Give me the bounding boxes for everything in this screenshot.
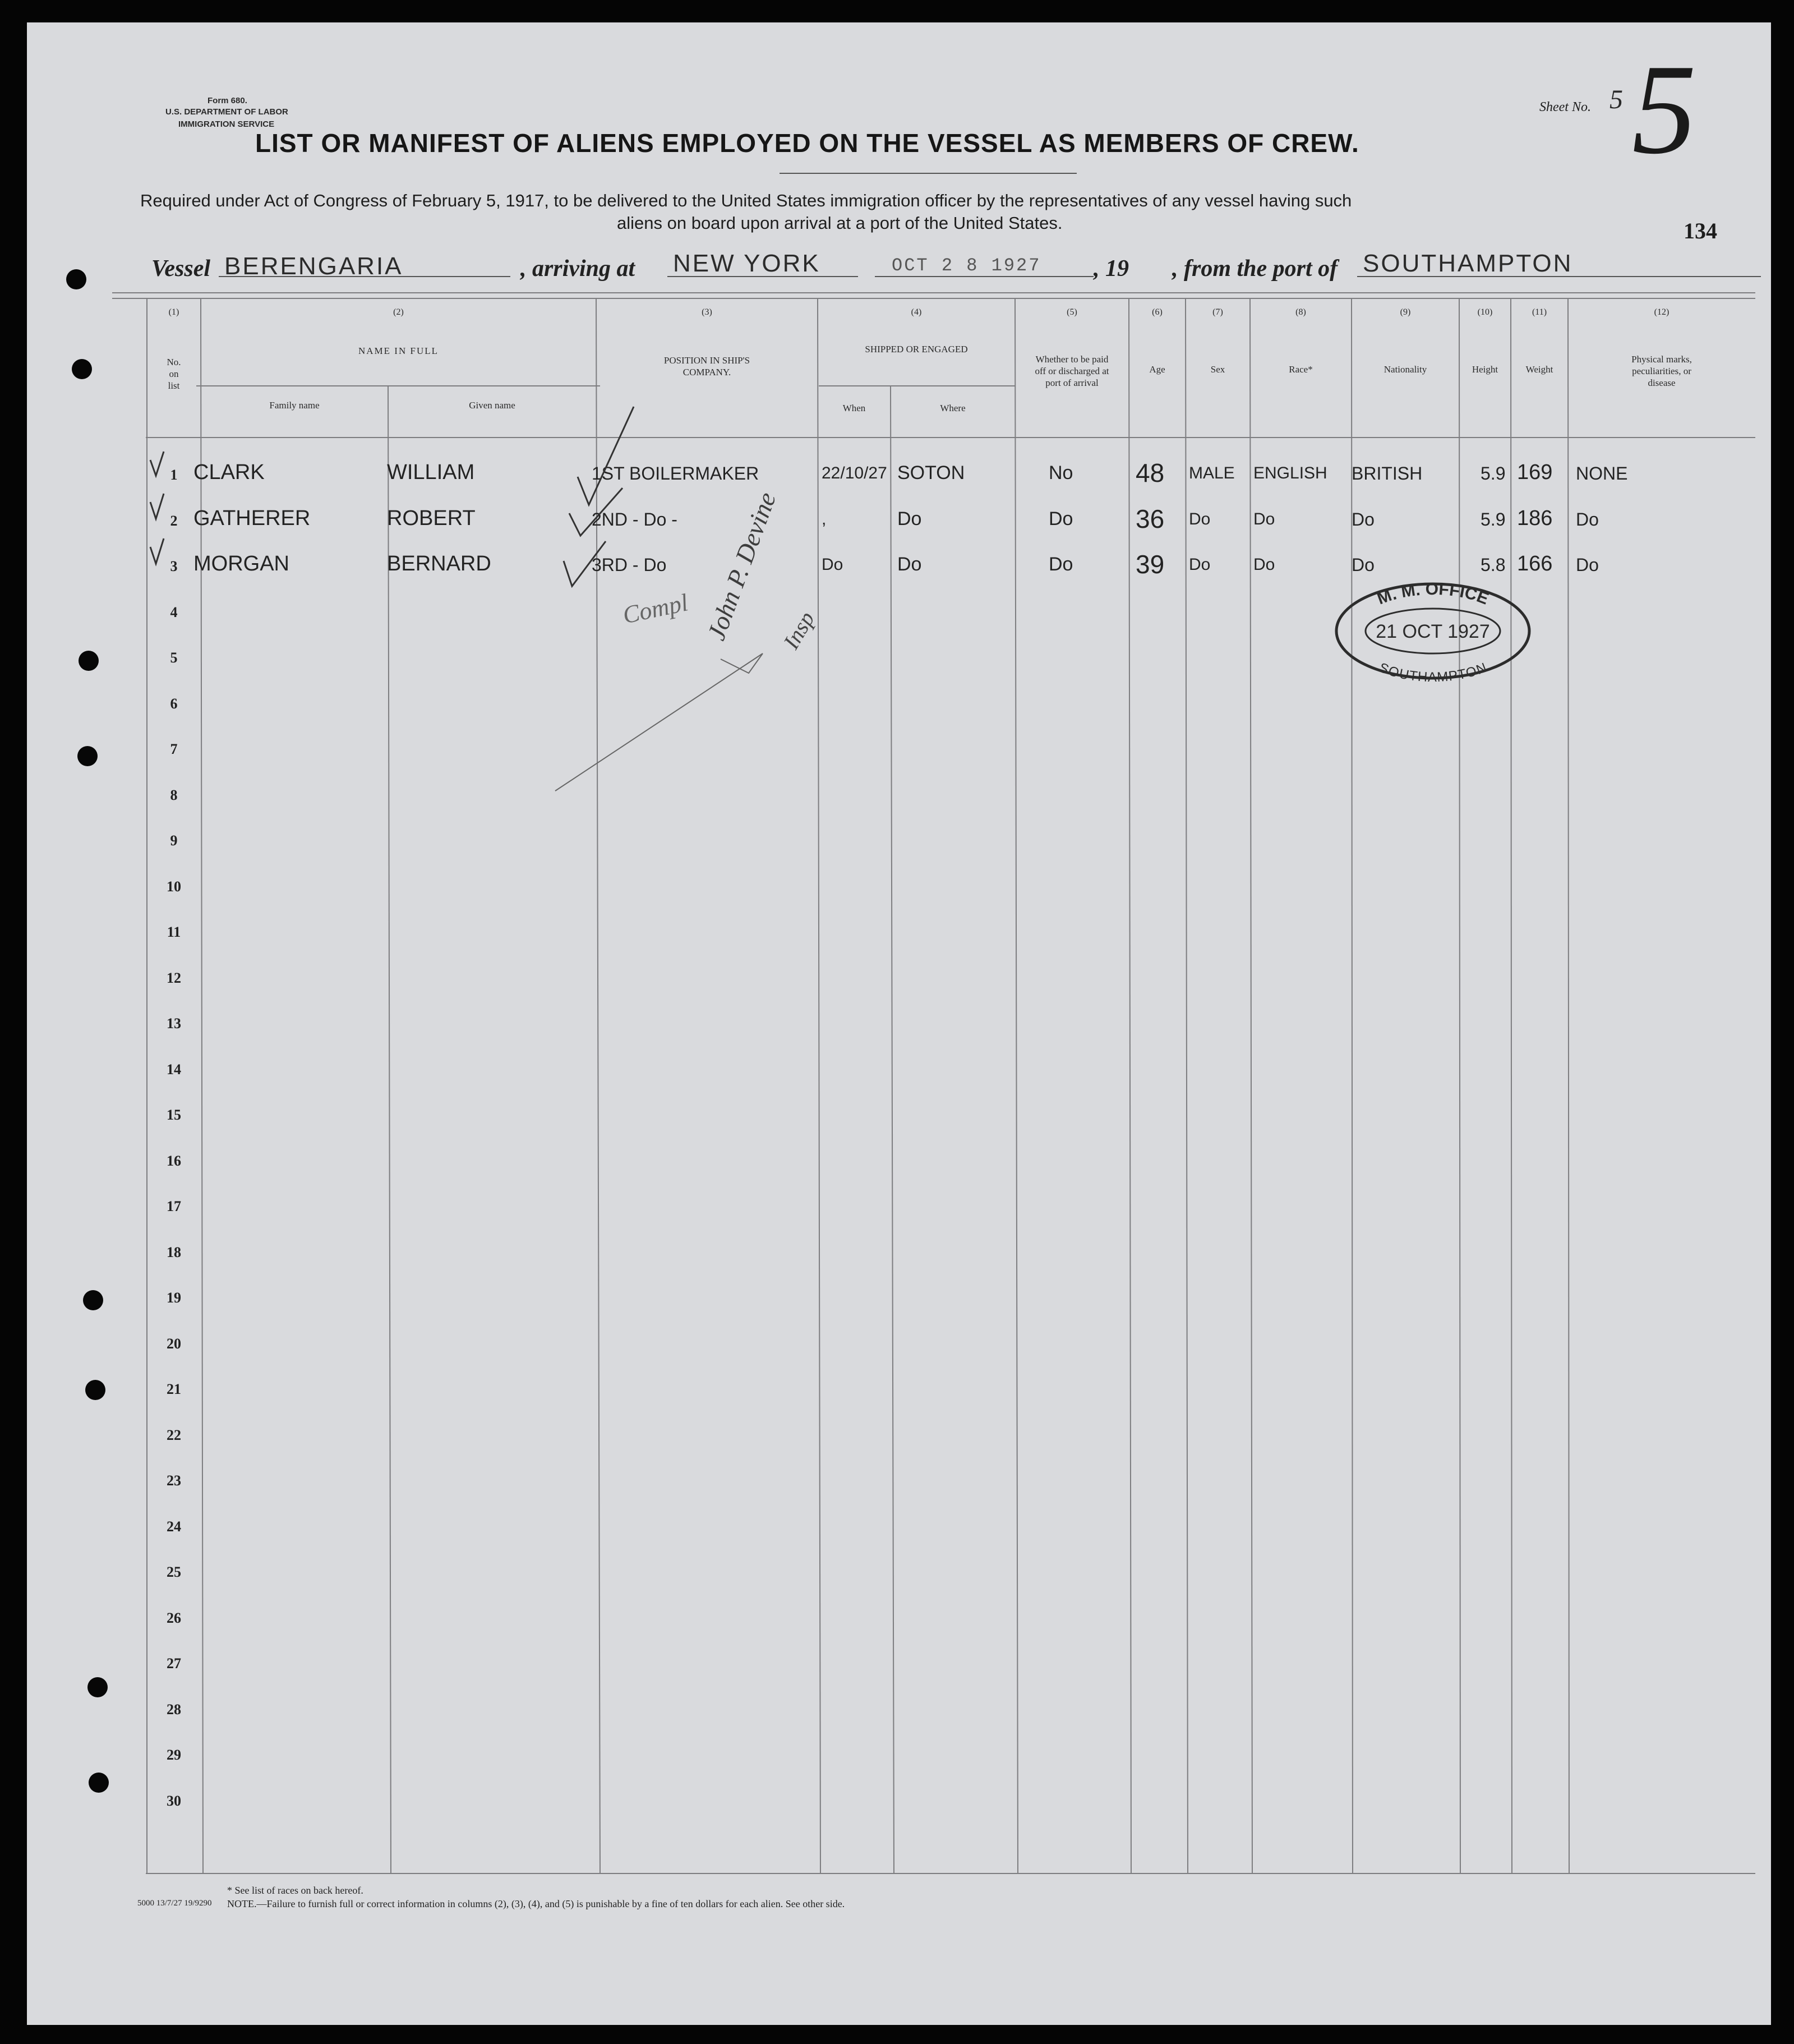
sheet-label: Sheet No. — [1539, 100, 1591, 114]
entry-paid: Do — [1049, 508, 1073, 530]
header-where: Where — [940, 403, 966, 413]
vessel-label: Vessel — [151, 256, 210, 282]
row-number: 22 — [167, 1427, 181, 1443]
row-number: 26 — [167, 1610, 181, 1626]
entry-given: ROBERT — [387, 507, 476, 531]
entry-when: 22/10/27 — [822, 464, 887, 482]
colnum-1: (1) — [168, 307, 179, 317]
vessel-name: BERENGARIA — [224, 252, 403, 280]
arriving-label: , arriving at — [520, 256, 635, 282]
entry-height: 5.8 — [1481, 554, 1506, 575]
entry-paid: Do — [1049, 554, 1073, 576]
row-number: 19 — [167, 1290, 181, 1306]
row-number: 18 — [167, 1244, 181, 1260]
row-number: 21 — [167, 1381, 181, 1397]
header-nationality: Nationality — [1383, 364, 1427, 375]
row-number: 20 — [167, 1336, 181, 1352]
entry-where: Do — [897, 508, 922, 530]
row-number: 1 — [170, 467, 178, 483]
row-number: 4 — [170, 604, 178, 620]
entry-sex: Do — [1189, 555, 1211, 574]
service-label: IMMIGRATION SERVICE — [178, 119, 275, 129]
entry-position: 1ST BOILERMAKER — [592, 463, 759, 484]
from-port: SOUTHAMPTON — [1363, 250, 1573, 277]
print-code: 5000 13/7/27 19/9290 — [137, 1899, 212, 1908]
row-number: 17 — [167, 1198, 181, 1214]
colnum-2: (2) — [393, 307, 404, 317]
row-number: 2 — [170, 513, 178, 529]
entry-nationality: BRITISH — [1352, 463, 1423, 484]
subtitle-line2: aliens on board upon arrival at a port of the United States. — [617, 213, 1063, 233]
row-number: 23 — [167, 1472, 181, 1489]
entry-where: SOTON — [897, 462, 965, 484]
penalty-note: NOTE.—Failure to furnish full or correct information in columns (2), (3), (4), and (5) is punishable by a fine of ten dollars for each alien. See other side. — [227, 1898, 845, 1909]
entry-nationality: Do — [1352, 554, 1375, 575]
row-number: 15 — [167, 1107, 181, 1123]
row-number: 13 — [167, 1015, 181, 1032]
row-number: 12 — [167, 970, 181, 986]
colnum-6: (6) — [1152, 307, 1163, 317]
entry-marks: NONE — [1576, 463, 1628, 484]
row-number: 27 — [167, 1655, 181, 1672]
header-no-on-list: No. on list — [167, 357, 181, 391]
entry-weight: 166 — [1517, 552, 1553, 576]
entry-given: WILLIAM — [387, 461, 475, 485]
entry-position: 3RD - Do — [592, 554, 667, 575]
arriving-port: NEW YORK — [673, 250, 820, 277]
entry-race: Do — [1253, 555, 1275, 574]
entry-marks: Do — [1576, 554, 1599, 575]
header-position: POSITION IN SHIP'S COMPANY. — [663, 355, 750, 378]
row-number: 29 — [167, 1747, 181, 1763]
entry-family: MORGAN — [193, 552, 289, 576]
entry-position: 2ND - Do - — [592, 509, 677, 530]
colnum-10: (10) — [1477, 307, 1493, 317]
entry-where: Do — [897, 554, 922, 576]
stamp-date: 21 OCT 1927 — [1376, 621, 1490, 642]
header-race: Race* — [1289, 364, 1313, 375]
row-number: 30 — [167, 1793, 181, 1809]
row-number: 5 — [170, 650, 178, 666]
header-given-name: Given name — [469, 400, 515, 411]
handwritten-sheet-number: 5 — [1632, 38, 1696, 181]
entry-race: ENGLISH — [1253, 464, 1327, 482]
header-name-in-full: NAME IN FULL — [358, 346, 439, 356]
stamp-bottom-text: SOUTHAMPTON — [1377, 660, 1489, 682]
header-family-name: Family name — [269, 400, 320, 411]
header-paid-off: Whether to be paid off or discharged at port of arrival — [1035, 354, 1109, 388]
entry-weight: 169 — [1517, 461, 1553, 485]
header-age: Age — [1149, 364, 1165, 375]
header-weight: Weight — [1525, 364, 1553, 375]
colnum-5: (5) — [1067, 307, 1077, 317]
entry-height: 5.9 — [1481, 463, 1506, 484]
entry-nationality: Do — [1352, 509, 1375, 530]
arrival-date-stamp: OCT 2 8 1927 — [892, 255, 1041, 276]
header-height: Height — [1472, 364, 1498, 375]
form-number: Form 680. — [207, 96, 247, 105]
year-label: , 19 — [1094, 256, 1129, 282]
colnum-12: (12) — [1654, 307, 1670, 317]
header-physical-marks: Physical marks, peculiarities, or disease — [1631, 354, 1692, 388]
colnum-7: (7) — [1212, 307, 1223, 317]
row-number: 11 — [167, 924, 181, 940]
colnum-4: (4) — [911, 307, 922, 317]
insp-annotation: Insp — [778, 607, 820, 653]
entry-race: Do — [1253, 510, 1275, 528]
row-number: 28 — [167, 1701, 181, 1718]
entry-marks: Do — [1576, 509, 1599, 530]
row-number: 10 — [167, 878, 181, 895]
entry-given: BERNARD — [387, 552, 491, 576]
entry-family: CLARK — [193, 461, 265, 485]
inspector-signature: John P. Devine — [701, 488, 782, 644]
colnum-9: (9) — [1400, 307, 1411, 317]
entry-age: 39 — [1136, 549, 1165, 579]
colnum-3: (3) — [702, 307, 712, 317]
department-label: U.S. DEPARTMENT OF LABOR — [165, 107, 288, 117]
row-number: 6 — [170, 696, 178, 712]
entry-age: 48 — [1136, 458, 1165, 487]
compl-annotation: Compl — [620, 588, 691, 629]
row-number: 14 — [167, 1061, 181, 1078]
entry-sex: Do — [1189, 510, 1211, 528]
entry-height: 5.9 — [1481, 509, 1506, 530]
entry-when: , — [822, 510, 827, 528]
row-number: 25 — [167, 1564, 181, 1580]
row-number: 7 — [170, 741, 178, 757]
row-number: 24 — [167, 1518, 181, 1535]
row-number: 16 — [167, 1153, 181, 1169]
entry-sex: MALE — [1189, 464, 1235, 482]
race-footnote: * See list of races on back hereof. — [227, 1885, 363, 1896]
colnum-8: (8) — [1295, 307, 1306, 317]
page-number: 134 — [1684, 218, 1717, 243]
header-shipped-engaged: SHIPPED OR ENGAGED — [865, 344, 968, 355]
header-when: When — [842, 403, 866, 413]
page-title: LIST OR MANIFEST OF ALIENS EMPLOYED ON THE VESSEL AS MEMBERS OF CREW. — [255, 128, 1359, 158]
svg-text:M. M. OFFICE — [1375, 581, 1491, 609]
row-number: 8 — [170, 787, 178, 803]
svg-text:SOUTHAMPTON — [1377, 660, 1488, 682]
colnum-11: (11) — [1532, 307, 1547, 317]
entry-when: Do — [822, 555, 843, 574]
sheet-value: 5 — [1609, 85, 1623, 114]
row-number: 9 — [170, 832, 178, 849]
subtitle-line1: Required under Act of Congress of February 5, 1917, to be delivered to the United States immigration officer by the representatives of any vessel having such — [140, 191, 1352, 210]
entry-weight: 186 — [1517, 507, 1553, 531]
mm-office-stamp — [1332, 581, 1534, 682]
from-label: , from the port of — [1172, 256, 1338, 282]
entry-paid: No — [1049, 462, 1073, 484]
header-sex: Sex — [1210, 364, 1225, 375]
stamp-top-text: M. M. OFFICE — [1375, 581, 1491, 609]
entry-family: GATHERER — [193, 507, 311, 531]
entry-age: 36 — [1136, 504, 1165, 533]
row-number: 3 — [170, 558, 178, 574]
